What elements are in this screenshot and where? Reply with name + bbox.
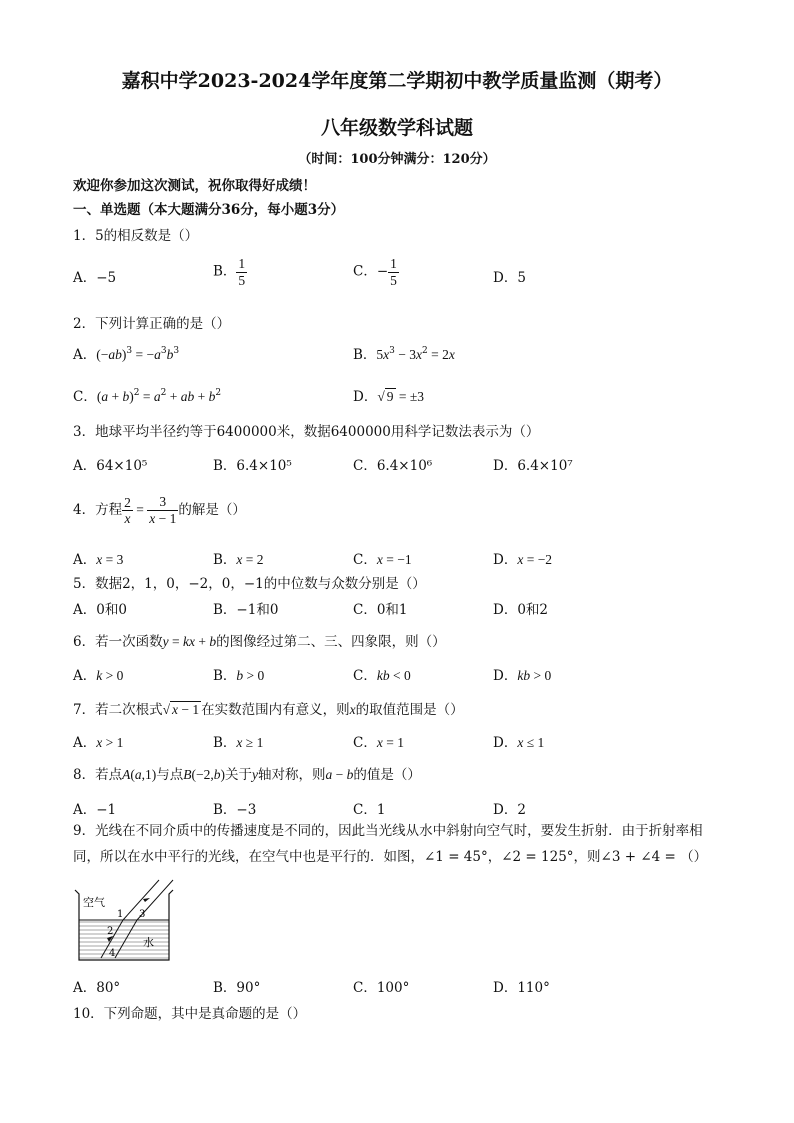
question-1-option-d: D．5: [493, 270, 526, 286]
exam-subtitle: 八年级数学科试题: [320, 117, 473, 139]
question-2-option-b: B．$5x^3 - 3x^2 = 2x$: [353, 346, 455, 363]
question-4-prefix: 4．方程: [73, 502, 123, 519]
option-c-label: C．: [353, 668, 377, 684]
question-6-prefix: 6．若一次函数: [73, 634, 163, 650]
question-2-option-a: A．$(-ab)^3 = -a^3b^3$: [73, 346, 180, 363]
question-6-option-b: B．b > 0: [213, 668, 265, 684]
option-d-label: D．: [353, 389, 378, 405]
question-5-stem: 5．数据2，1，0，−2，0，−1的中位数与众数分别是（）: [73, 576, 426, 592]
question-4-stem: 4．方程 $\frac{2}{x}$ = $\frac{3}{x - 1}$ 的解是（）: [73, 494, 246, 527]
question-9-stem-line-2: 同，所以在水中平行的光线，在空气中也是平行的．如图，∠1 = 45°，∠2 = 125°，则∠3 + ∠4 = （）: [73, 849, 708, 865]
question-2-option-c: C．$(a + b)^2 = a^2$ + ab + $b^2$: [73, 388, 222, 405]
question-3-stem: 3．地球平均半径约等于6400000米，数据6400000用科学记数法表示为（）: [73, 424, 540, 440]
question-3-option-b: B．6.4×10⁵: [213, 458, 292, 474]
option-d-label: D．: [493, 735, 518, 751]
question-3-option-d: D．6.4×10⁷: [493, 458, 573, 474]
option-a-label: A．: [73, 347, 97, 363]
option-c-label: C．−: [353, 263, 389, 280]
question-3-option-c: C．6.4×10⁶: [353, 458, 433, 474]
option-b-label: B．: [213, 735, 237, 751]
question-5-option-b: B．−1和0: [213, 602, 279, 618]
question-3-option-a: A．64×10⁵: [73, 458, 148, 474]
option-b-label: B．: [213, 263, 237, 280]
exam-title: 嘉积中学2023-2024学年度第二学期初中教学质量监测（期考）: [121, 70, 673, 92]
question-1-option-c: [353, 256, 399, 288]
angle-label-2: 2: [107, 926, 114, 937]
question-7-stem: 7．若二次根式√ x − 1 在实数范围内有意义，则x的取值范围是（）: [73, 702, 464, 718]
question-8-mid3: 轴对称，则: [257, 767, 326, 783]
question-7-option-a: A．x > 1: [73, 735, 124, 751]
option-c-label: C．: [73, 389, 97, 405]
water-label: 水: [143, 936, 154, 949]
section-heading-1: 一、单选题（本大题满分36分，每小题3分）: [73, 202, 345, 218]
question-2-option-d: D．√ 9 = ±3: [353, 389, 425, 405]
question-4-option-d: D．x = −2: [493, 552, 553, 568]
question-5-option-c: C．0和1: [353, 602, 408, 618]
question-8-option-d: D．2: [493, 802, 526, 818]
question-7-suffix: 的取值范围是（）: [355, 702, 464, 718]
question-8-stem: 8．若点A(a,1)与点B(−2,b)关于y轴对称，则a − b的值是（）: [73, 767, 421, 783]
fraction-numerator: 1: [238, 256, 246, 271]
question-8-option-b: B．−3: [213, 802, 257, 818]
question-7-option-b: B．x ≥ 1: [213, 735, 264, 751]
question-7-option-c: C．x = 1: [353, 735, 404, 751]
question-8-suffix: 的值是（）: [353, 767, 421, 783]
angle-label-3: 3: [139, 909, 146, 920]
fraction-numerator: 1: [390, 256, 397, 271]
question-10-stem: 10．下列命题，其中是真命题的是（）: [73, 1006, 307, 1022]
option-a-label: A．: [73, 668, 97, 684]
question-9-option-b: B．90°: [213, 980, 261, 996]
water-region: [79, 920, 169, 960]
question-5-option-d: D．0和2: [493, 602, 549, 618]
fraction-denominator: 5: [390, 272, 397, 288]
refraction-figure: [73, 876, 183, 966]
question-4-option-c: C．x = −1: [353, 552, 412, 568]
question-7-mid: 在实数范围内有意义，则: [201, 702, 350, 718]
exam-time-info: （时间：100分钟满分：120分）: [298, 152, 496, 167]
option-c-label: C．: [353, 735, 377, 751]
question-1-option-a: A．−5: [73, 270, 117, 286]
question-9-option-d: D．110°: [493, 980, 550, 996]
question-8-mid2: 关于: [224, 767, 252, 783]
question-8-option-c: C．1: [353, 802, 386, 818]
question-6-option-c: C．kb < 0: [353, 668, 411, 684]
question-8-option-a: A．−1: [73, 802, 117, 818]
question-8-prefix: 8．若点: [73, 767, 123, 783]
option-b-label: B．: [213, 668, 237, 684]
question-7-option-d: D．x ≤ 1: [493, 735, 545, 751]
option-a-label: A．: [73, 552, 97, 568]
question-7-prefix: 7．若二次根式: [73, 702, 163, 718]
option-b-label: B．: [353, 347, 377, 363]
question-4-option-a: A．x = 3: [73, 552, 124, 568]
question-1-option-b: [213, 256, 247, 288]
question-9-option-a: A．80°: [73, 980, 121, 996]
angle-label-4: 4: [109, 948, 116, 959]
option-b-label: B．: [213, 552, 237, 568]
option-c-label: C．: [353, 552, 377, 568]
question-1-stem: 1．5的相反数是（）: [73, 228, 199, 244]
question-9-stem-line-1: 9．光线在不同介质中的传播速度是不同的，因此当光线从水中斜射向空气时，要发生折射．由于折射率相: [73, 823, 703, 839]
greeting: 欢迎你参加这次测试，祝你取得好成绩！: [73, 178, 316, 194]
question-6-stem: 6．若一次函数y = kx + b的图像经过第二、三、四象限，则（）: [73, 634, 446, 650]
option-a-label: A．: [73, 735, 97, 751]
question-6-option-d: D．kb > 0: [493, 668, 552, 684]
angle-label-1: 1: [117, 909, 124, 920]
question-6-suffix: 的图像经过第二、三、四象限，则（）: [216, 634, 446, 650]
air-label: 空气: [83, 896, 105, 909]
arrow-icon: [143, 898, 150, 902]
question-5-option-a: A．0和0: [73, 602, 127, 618]
question-2-stem: 2．下列计算正确的是（）: [73, 316, 231, 332]
option-d-label: D．: [493, 552, 518, 568]
question-6-option-a: A．k > 0: [73, 668, 124, 684]
question-9-option-c: C．100°: [353, 980, 410, 996]
question-4-option-b: B．x = 2: [213, 552, 264, 568]
question-8-mid1: 与点: [156, 767, 184, 783]
option-d-label: D．: [493, 668, 518, 684]
fraction-denominator: 5: [238, 272, 246, 288]
question-4-suffix: 的解是（）: [178, 502, 246, 519]
